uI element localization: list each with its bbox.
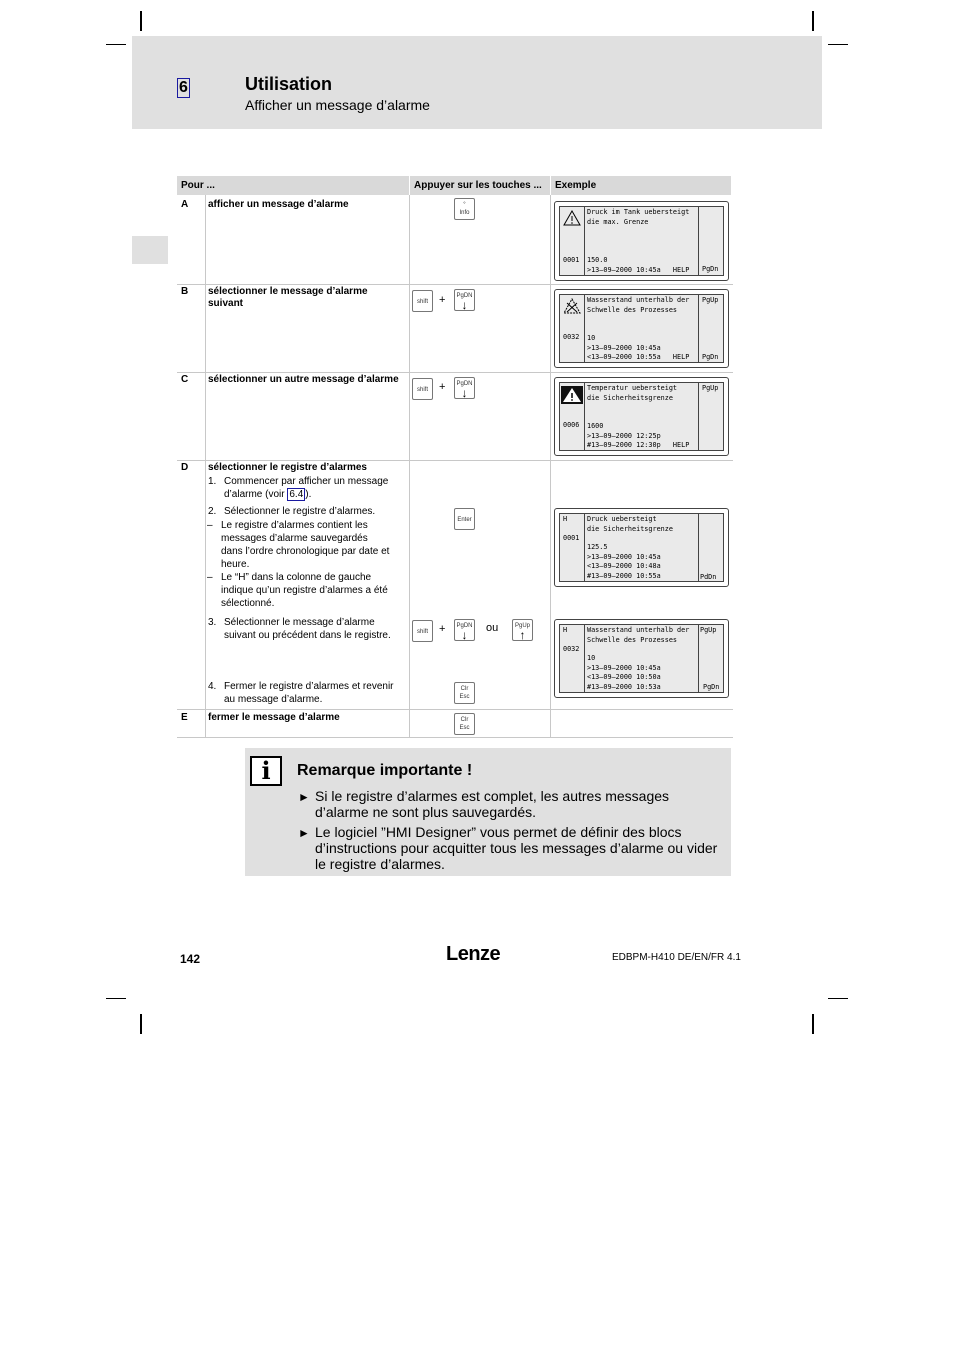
- display-left-column: [560, 625, 585, 692]
- page-subtitle: Afficher un message d’alarme: [245, 97, 430, 113]
- alarm-text: Wasserstand unterhalb der Schwelle des Prozesses: [587, 296, 690, 314]
- key-label: Clr: [460, 686, 469, 692]
- key-label: Enter: [457, 517, 472, 523]
- arrow-down-icon: ↓: [461, 628, 468, 642]
- row-divider: [177, 709, 733, 710]
- crop-mark: [140, 1014, 142, 1034]
- key-label: PgDN: [456, 293, 473, 299]
- crop-mark: [106, 998, 126, 999]
- row-letter: E: [181, 712, 188, 723]
- display-right-column: [698, 207, 723, 275]
- arrow-down-icon: ↓: [461, 298, 468, 312]
- clr-esc-key[interactable]: [454, 713, 475, 735]
- step-2-detail-2: [207, 571, 391, 610]
- document-id: EDBPM-H410 DE/EN/FR 4.1: [612, 952, 741, 963]
- plus-sign: +: [439, 381, 446, 393]
- plus-sign: +: [439, 294, 446, 306]
- warning-crossed-icon: [563, 298, 581, 314]
- step-text: Sélectionner le registre d’alarmes.: [224, 506, 376, 517]
- alarm-text: Druck im Tank uebersteigt die max. Grenze: [587, 208, 690, 226]
- row-divider: [177, 284, 733, 285]
- column-header-exemple: Exemple: [551, 176, 731, 195]
- key-label: PgDN: [456, 381, 473, 387]
- step-number: 3.: [208, 617, 217, 628]
- softkey-label: PgUp: [702, 296, 719, 304]
- crop-mark: [140, 11, 142, 31]
- display-screen: [559, 294, 724, 363]
- dash: –: [207, 572, 213, 583]
- example-display: [554, 201, 729, 281]
- key-label: PgUp: [514, 623, 530, 629]
- warning-filled-icon: [561, 386, 583, 404]
- step-number: 4.: [208, 681, 217, 692]
- display-right-column: [698, 625, 723, 692]
- lenze-logo: Lenze: [446, 943, 501, 965]
- key-label: shift: [416, 387, 428, 393]
- shift-key[interactable]: [412, 290, 433, 312]
- pgup-key[interactable]: [512, 619, 533, 641]
- step-number: 1.: [208, 476, 217, 487]
- pgdn-key[interactable]: [454, 619, 475, 641]
- row-description: sélectionner un autre message d’alarme: [208, 374, 399, 385]
- info-key[interactable]: [454, 198, 475, 220]
- display-screen: [559, 513, 724, 582]
- column-divider: [409, 195, 410, 738]
- key-label: shift: [416, 299, 428, 305]
- or-text: ou: [486, 622, 499, 634]
- step-text: Sélectionner le message d’alarme suivant ou précédent dans le registre.: [224, 617, 391, 641]
- alarm-values: 125.5 >13–09–2000 10:45a <13–09–2000 10:48a #13–09–2000 10:55a: [587, 543, 661, 580]
- crop-mark: [106, 44, 126, 45]
- alarm-code: 0032: [563, 645, 580, 653]
- display-screen: [559, 382, 724, 451]
- step-number: 2.: [208, 506, 217, 517]
- row-letter: D: [181, 462, 189, 473]
- enter-key[interactable]: [454, 508, 475, 530]
- key-label: Clr: [460, 717, 469, 723]
- display-screen: [559, 206, 724, 276]
- alarm-code: 0001: [563, 534, 580, 542]
- display-screen: [559, 624, 724, 693]
- row-divider: [177, 372, 733, 373]
- alarm-values: 10 >13–09–2000 10:45a <13–09–2000 10:55a HELP: [587, 334, 690, 361]
- header-band: [132, 36, 822, 129]
- row-letter: A: [181, 199, 189, 210]
- pgdn-key[interactable]: [454, 289, 475, 311]
- display-right-column: [698, 295, 723, 362]
- clr-esc-key[interactable]: [454, 682, 475, 704]
- pgdn-key[interactable]: [454, 377, 475, 399]
- column-divider: [205, 195, 206, 738]
- display-right-column: [698, 514, 723, 581]
- plus-sign: +: [439, 623, 446, 635]
- key-label: Info: [459, 210, 470, 216]
- info-icon: i: [250, 756, 282, 786]
- shift-key[interactable]: [412, 378, 433, 400]
- alarm-code: 0001: [563, 256, 580, 264]
- crop-mark: [812, 1014, 814, 1034]
- example-display: [554, 508, 729, 587]
- detail-text: Le registre d’alarmes contient les messages d’alarme sauvegardés dans l’ordre chronologique par date et heure.: [221, 520, 390, 570]
- row-description: sélectionner le message d’alarme suivant: [208, 286, 368, 309]
- step-2-detail-1: [207, 519, 391, 571]
- softkey-label: PgDn: [702, 265, 719, 273]
- softkey-label: PgDn: [703, 683, 720, 691]
- softkey-label: PdDn: [700, 573, 717, 581]
- bullet-triangle-icon: ►: [298, 790, 310, 804]
- detail-text: Le “H” dans la colonne de gauche indique qu’un registre d’alarmes a été sélectionné.: [221, 572, 388, 609]
- key-label: shift: [416, 629, 428, 635]
- softkey-label: PgUp: [702, 384, 719, 392]
- display-left-column: [560, 514, 585, 581]
- warning-outline-icon: [563, 210, 581, 226]
- column-header-touches: Appuyer sur les touches ...: [410, 176, 550, 195]
- alarm-text: Temperatur uebersteigt die Sicherheitsgrenze: [587, 384, 678, 402]
- chapter-number[interactable]: 6: [177, 78, 190, 98]
- display-left-column: [560, 295, 585, 362]
- alarm-text: Wasserstand unterhalb der Schwelle des Prozesses: [587, 626, 690, 644]
- crop-mark: [828, 44, 848, 45]
- step-text: Fermer le registre d’alarmes et revenir au message d’alarme.: [224, 681, 394, 705]
- row-divider: [177, 460, 733, 461]
- key-label: Esc: [459, 694, 470, 700]
- row-letter: C: [181, 374, 189, 385]
- step-text-part: ).: [305, 489, 312, 500]
- key-label: Esc: [459, 725, 470, 731]
- section-link[interactable]: 6.4: [289, 489, 304, 500]
- step-text: [224, 475, 406, 501]
- row-divider: [177, 737, 733, 738]
- dash: –: [207, 520, 213, 531]
- example-display: [554, 377, 729, 456]
- alarm-code: 0006: [563, 421, 580, 429]
- row-description: afficher un message d’alarme: [208, 199, 349, 210]
- arrow-up-icon: ↑: [519, 628, 526, 642]
- example-display: [554, 289, 729, 368]
- crop-mark: [828, 998, 848, 999]
- alarm-code: 0032: [563, 333, 580, 341]
- example-display: [554, 619, 729, 698]
- page-number: 142: [180, 952, 201, 966]
- row-description: fermer le message d’alarme: [208, 712, 340, 723]
- column-header-pour: Pour ...: [177, 176, 409, 195]
- note-item: Si le registre d’alarmes est complet, les autres messages d’alarme ne sont plus sauvegardés.: [315, 788, 670, 820]
- display-right-column: [698, 383, 723, 450]
- arrow-down-icon: ↓: [461, 386, 468, 400]
- key-label: PgDN: [456, 623, 473, 629]
- history-marker: H: [563, 515, 568, 523]
- display-left-column: [560, 383, 585, 450]
- column-divider: [550, 195, 551, 738]
- row-description: sélectionner le registre d’alarmes: [208, 462, 367, 473]
- alarm-values: 1600 >13–09–2000 12:25p #13–09–2000 12:30p HELP: [587, 422, 690, 449]
- softkey-label: PgUp: [700, 626, 717, 634]
- alarm-values: 150.0 >13–09–2000 10:45a HELP: [587, 256, 690, 274]
- alarm-text: Druck uebersteigt die Sicherheitsgrenze: [587, 515, 673, 533]
- note-item: Le logiciel ”HMI Designer” vous permet de définir des blocs d’instructions pour acquitter tous les messages d’alarme ou vider le registre d’alarmes.: [315, 824, 718, 872]
- softkey-label: PgDn: [702, 353, 719, 361]
- alarm-values: 10 >13–09–2000 10:45a <13–09–2000 10:50a #13–09–2000 10:53a: [587, 654, 661, 691]
- key-dot: °: [463, 202, 466, 208]
- page-title: Utilisation: [245, 74, 333, 94]
- row-letter: B: [181, 286, 189, 297]
- history-marker: H: [563, 626, 568, 634]
- crop-mark: [812, 11, 814, 31]
- step-text-part: Commencer par afficher un message d’alarme (voir: [224, 476, 389, 500]
- side-tab: [132, 236, 168, 264]
- display-left-column: [560, 207, 585, 275]
- bullet-triangle-icon: ►: [298, 826, 310, 840]
- shift-key[interactable]: [412, 620, 433, 642]
- note-title: Remarque importante !: [297, 762, 473, 779]
